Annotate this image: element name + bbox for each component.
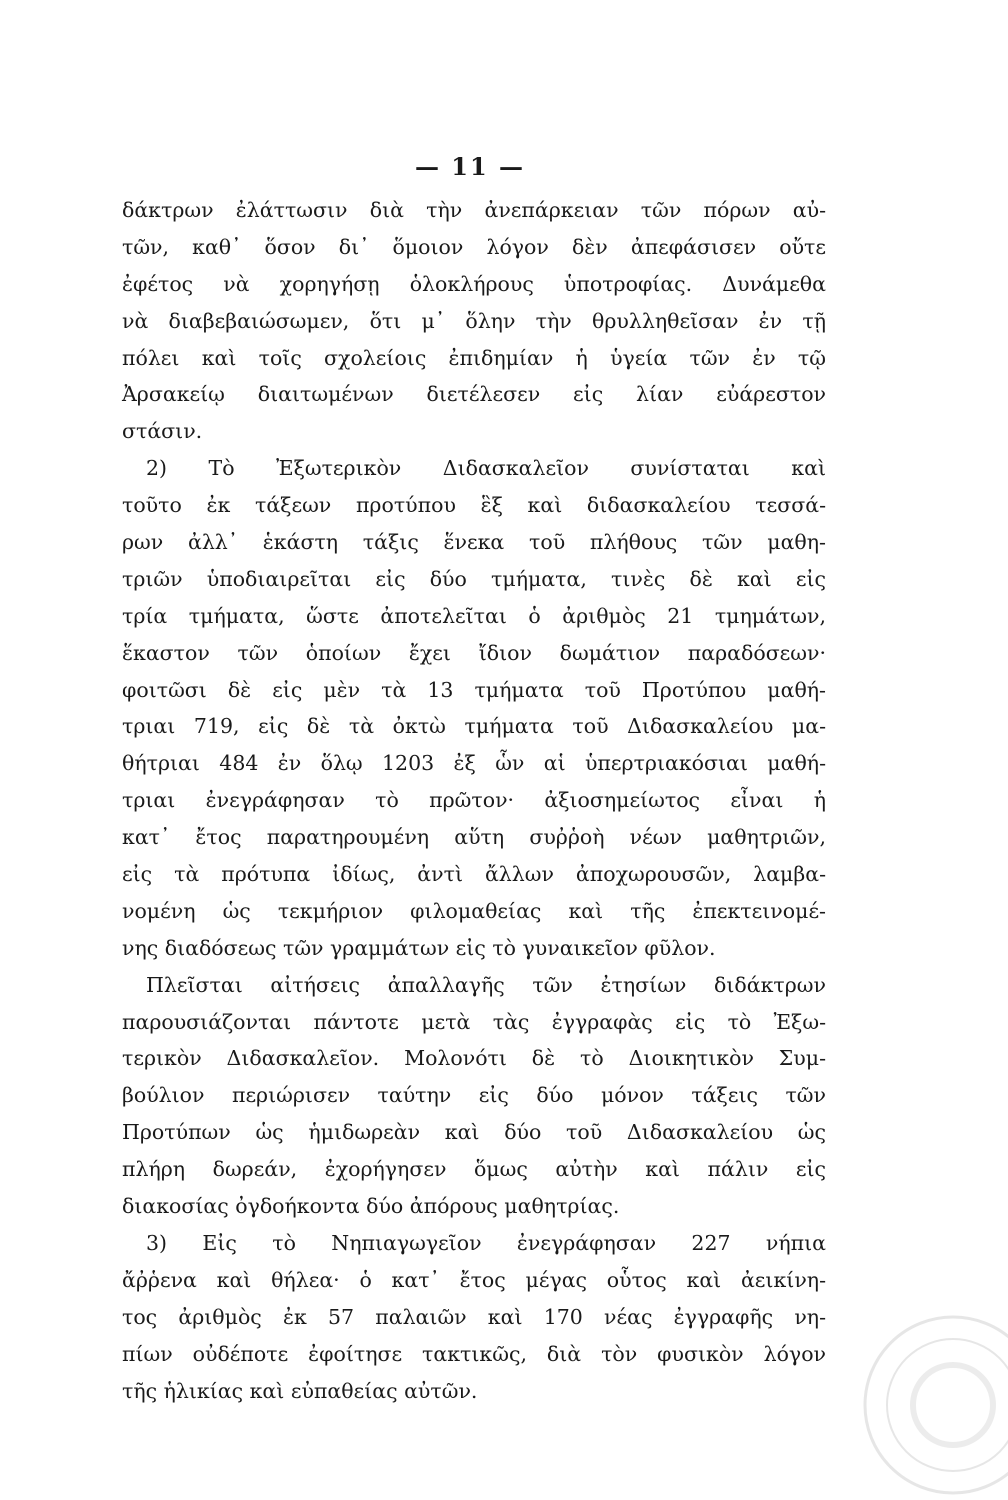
text-line: τριῶν ὑποδιαιρεῖται εἰς δύο τμήματα, τινὲς δὲ καὶ εἰς — [122, 566, 826, 591]
text-line: στάσιν. — [122, 419, 203, 444]
text-line: εἰς τὰ πρότυπα ἰδίως, ἀντὶ ἄλλων ἀποχωρουσῶν, λαμβα- — [122, 862, 826, 887]
text-line: τος ἀριθμὸς ἐκ 57 παλαιῶν καὶ 170 νέας ἐγγραφῆς νη- — [122, 1304, 826, 1329]
text-line: 3) Εἰς τὸ Νηπιαγωγεῖον ἐνεγράφησαν 227 νήπια — [146, 1230, 826, 1255]
paragraph — [122, 1225, 826, 1409]
text-line: πίων οὐδέποτε ἐφοίτησε τακτικῶς, διὰ τὸν φυσικὸν λόγον — [122, 1341, 826, 1366]
paragraph — [122, 192, 826, 450]
text-line: τῶν, καθ᾽ ὅσον δι᾽ ὅμοιον λόγον δὲν ἀπεφάσισεν οὔτε — [122, 234, 826, 259]
text-line: πλήρη δωρεάν, ἐχορήγησεν ὅμως αὐτὴν καὶ πάλιν εἰς — [122, 1157, 826, 1182]
text-line: νομένη ὡς τεκμήριον φιλομαθείας καὶ τῆς ἐπεκτεινομέ- — [122, 898, 826, 923]
text-line: Πλεῖσται αἰτήσεις ἀπαλλαγῆς τῶν ἐτησίων διδάκτρων — [146, 972, 826, 997]
paragraph — [122, 450, 826, 966]
text-line: πόλει καὶ τοῖς σχολείοις ἐπιδημίαν ἡ ὑγεία τῶν ἐν τῷ — [122, 345, 826, 370]
text-line: νὰ διαβεβαιώσωμεν, ὅτι μ᾽ ὅλην τὴν θρυλληθεῖσαν ἐν τῇ — [122, 308, 826, 333]
text-line: Προτύπων ὡς ἡμιδωρεὰν καὶ δύο τοῦ Διδασκαλείου ὡς — [122, 1120, 826, 1145]
text-line: ἕκαστον τῶν ὁποίων ἔχει ἴδιον δωμάτιον παραδόσεων· — [122, 640, 826, 665]
text-line: διακοσίας ὀγδοήκοντα δύο ἀπόρους μαθητρίας. — [122, 1194, 620, 1219]
text-line: κατ᾽ ἔτος παρατηρουμένη αὕτη συῤῥοὴ νέων μαθητριῶν, — [122, 825, 826, 850]
text-line: θήτριαι 484 ἐν ὅλῳ 1203 ἐξ ὧν αἱ ὑπερτριακόσιαι μαθή- — [122, 751, 826, 776]
text-line: τριαι ἐνεγράφησαν τὸ πρῶτον· ἀξιοσημείωτος εἶναι ἡ — [122, 788, 826, 813]
body-text — [122, 192, 826, 1409]
text-line: τριαι 719, εἰς δὲ τὰ ὀκτὼ τμήματα τοῦ Διδασκαλείου μα- — [122, 714, 826, 739]
text-line: παρουσιάζονται πάντοτε μετὰ τὰς ἐγγραφὰς εἰς τὸ Ἐξω- — [122, 1009, 826, 1034]
text-line: τρία τμήματα, ὥστε ἀποτελεῖται ὁ ἀριθμὸς 21 τμημάτων, — [122, 603, 826, 628]
text-line: ἄῤῥενα καὶ θήλεα· ὁ κατ᾽ ἔτος μέγας οὗτος καὶ ἀεικίνη- — [122, 1267, 826, 1292]
text-line: νης διαδόσεως τῶν γραμμάτων εἰς τὸ γυναικεῖον φῦλον. — [122, 935, 716, 960]
text-line: δάκτρων ἐλάττωσιν διὰ τὴν ἀνεπάρκειαν τῶν πόρων αὐ- — [122, 198, 826, 222]
text-line: Ἀρσακείῳ διαιτωμένων διετέλεσεν εἰς λίαν εὐάρεστον — [122, 382, 826, 407]
page-number: — 11 — — [414, 152, 526, 181]
text-line: 2) Τὸ Ἐξωτερικὸν Διδασκαλεῖον συνίσταται καὶ — [146, 456, 826, 481]
text-line: τοῦτο ἐκ τάξεων προτύπου ἓξ καὶ διδασκαλείου τεσσά- — [122, 493, 826, 518]
paragraph — [122, 967, 826, 1225]
library-seal-watermark — [858, 1310, 1008, 1500]
text-line: ἐφέτος νὰ χορηγήσῃ ὁλοκλήρους ὑποτροφίας. Δυνάμεθα — [122, 271, 826, 296]
text-line: ρων ἀλλ᾽ ἑκάστη τάξις ἕνεκα τοῦ πλήθους τῶν μαθη- — [122, 530, 826, 555]
text-line: τερικὸν Διδασκαλεῖον. Μολονότι δὲ τὸ Διοικητικὸν Συμ- — [122, 1046, 826, 1071]
text-line: φοιτῶσι δὲ εἰς μὲν τὰ 13 τμήματα τοῦ Προτύπου μαθή- — [122, 677, 826, 702]
text-line: βούλιον περιώρισεν ταύτην εἰς δύο μόνον τάξεις τῶν — [122, 1083, 826, 1108]
text-line: τῆς ἡλικίας καὶ εὐπαθείας αὐτῶν. — [122, 1378, 478, 1403]
